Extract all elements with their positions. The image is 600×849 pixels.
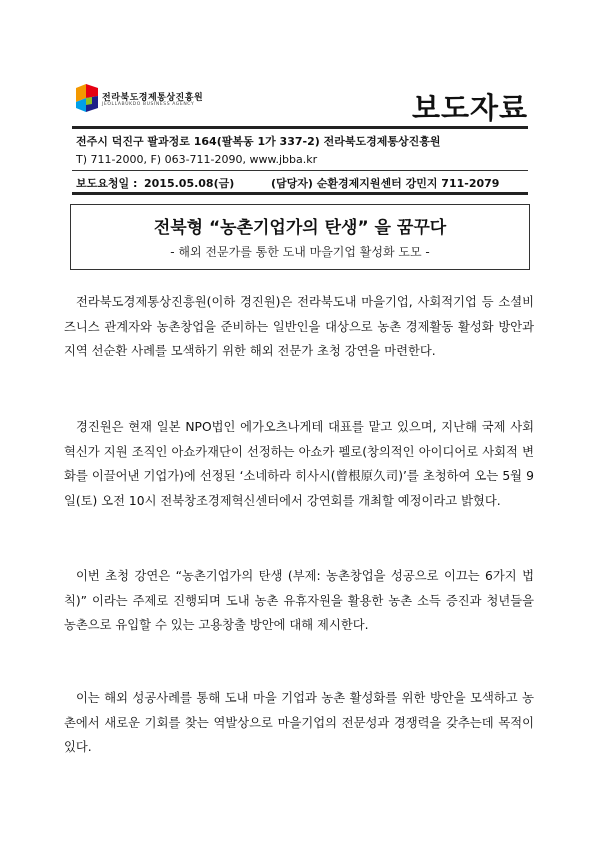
- body-paragraph: [64, 686, 534, 760]
- release-date-row: [76, 175, 516, 193]
- info-divider: [72, 170, 528, 171]
- paragraph-text: 이는 해외 성공사례를 통해 도내 마을 기업과 농촌 활성화를 위한 방안을 모색하고 농촌에서 새로운 기회를 찾는 역발상으로 마을기업의 전문성과 경쟁력을 갖추는데 목적이 있다.: [64, 691, 534, 754]
- paragraph-text: 경진원은 현재 일본 NPO법인 에가오츠나게테 대표를 맡고 있으며, 지난해 국제 사회혁신가 지원 조직인 아쇼카재단이 선정하는 아쇼카 펠로(창의적인 아이디어로 사회적 변화를 이끌어낸 기업가)에 선정된 ‘소네하라 히사시(曾根原久司)’를 초청하여 오는 5월 9일(토) 오전 10시 전북창조경제혁신센터에서 강연회를 개최할 예정이라고 밝혔다.: [64, 420, 534, 508]
- manager-contact: (담당자) 순환경제지원센터 강민지 711-2079: [271, 177, 500, 190]
- subheadline: - 해외 전문가를 통한 도내 마을기업 활성화 도모 -: [170, 245, 430, 259]
- header-rule: [72, 126, 528, 129]
- body-paragraph: [64, 290, 534, 364]
- release-date-label: 보도요청일 :: [76, 177, 138, 190]
- contact-info: T) 711-2000, F) 063-711-2090, www.jbba.kr: [76, 153, 318, 166]
- paragraph-text: 이번 초청 강연은 “농촌기업가의 탄생 (부제: 농촌창업을 성공으로 이끄는 6가지 법칙)” 이라는 주제로 진행되며 도내 농촌 유휴자원을 활용한 농촌 소득 증진과 청년들을 농촌으로 유입할 수 있는 고용창출 방안에 대해 제시한다.: [64, 569, 534, 632]
- release-date: 2015.05.08(금): [144, 177, 235, 190]
- org-logo: [72, 80, 222, 120]
- body-paragraph: [64, 415, 534, 513]
- document-type: 보도자료: [411, 91, 528, 125]
- org-name: 전라북도경제통상진흥원: [102, 93, 204, 103]
- logo-mark-icon: [72, 82, 102, 114]
- paragraph-text: 전라북도경제통상진흥원(이하 경진원)은 전라북도내 마을기업, 사회적기업 등 소셜비즈니스 관계자와 농촌창업을 준비하는 일반인을 대상으로 농촌 경제활동 활성화 방안과 지역 선순환 사례를 모색하기 위한 해외 전문가 초청 강연을 마련한다.: [64, 295, 534, 358]
- address: 전주시 덕진구 팔과정로 164(팔복동 1가 337-2) 전라북도경제통상진흥원: [76, 135, 441, 148]
- body-paragraph: [64, 564, 534, 638]
- headline: 전북형 “농촌기업가의 탄생” 을 꿈꾸다: [153, 218, 447, 238]
- title-box: [70, 204, 530, 270]
- info-bottom-rule: [72, 192, 528, 195]
- org-name-en: JEOLLABUKDO BUSINESS AGENCY: [102, 102, 195, 107]
